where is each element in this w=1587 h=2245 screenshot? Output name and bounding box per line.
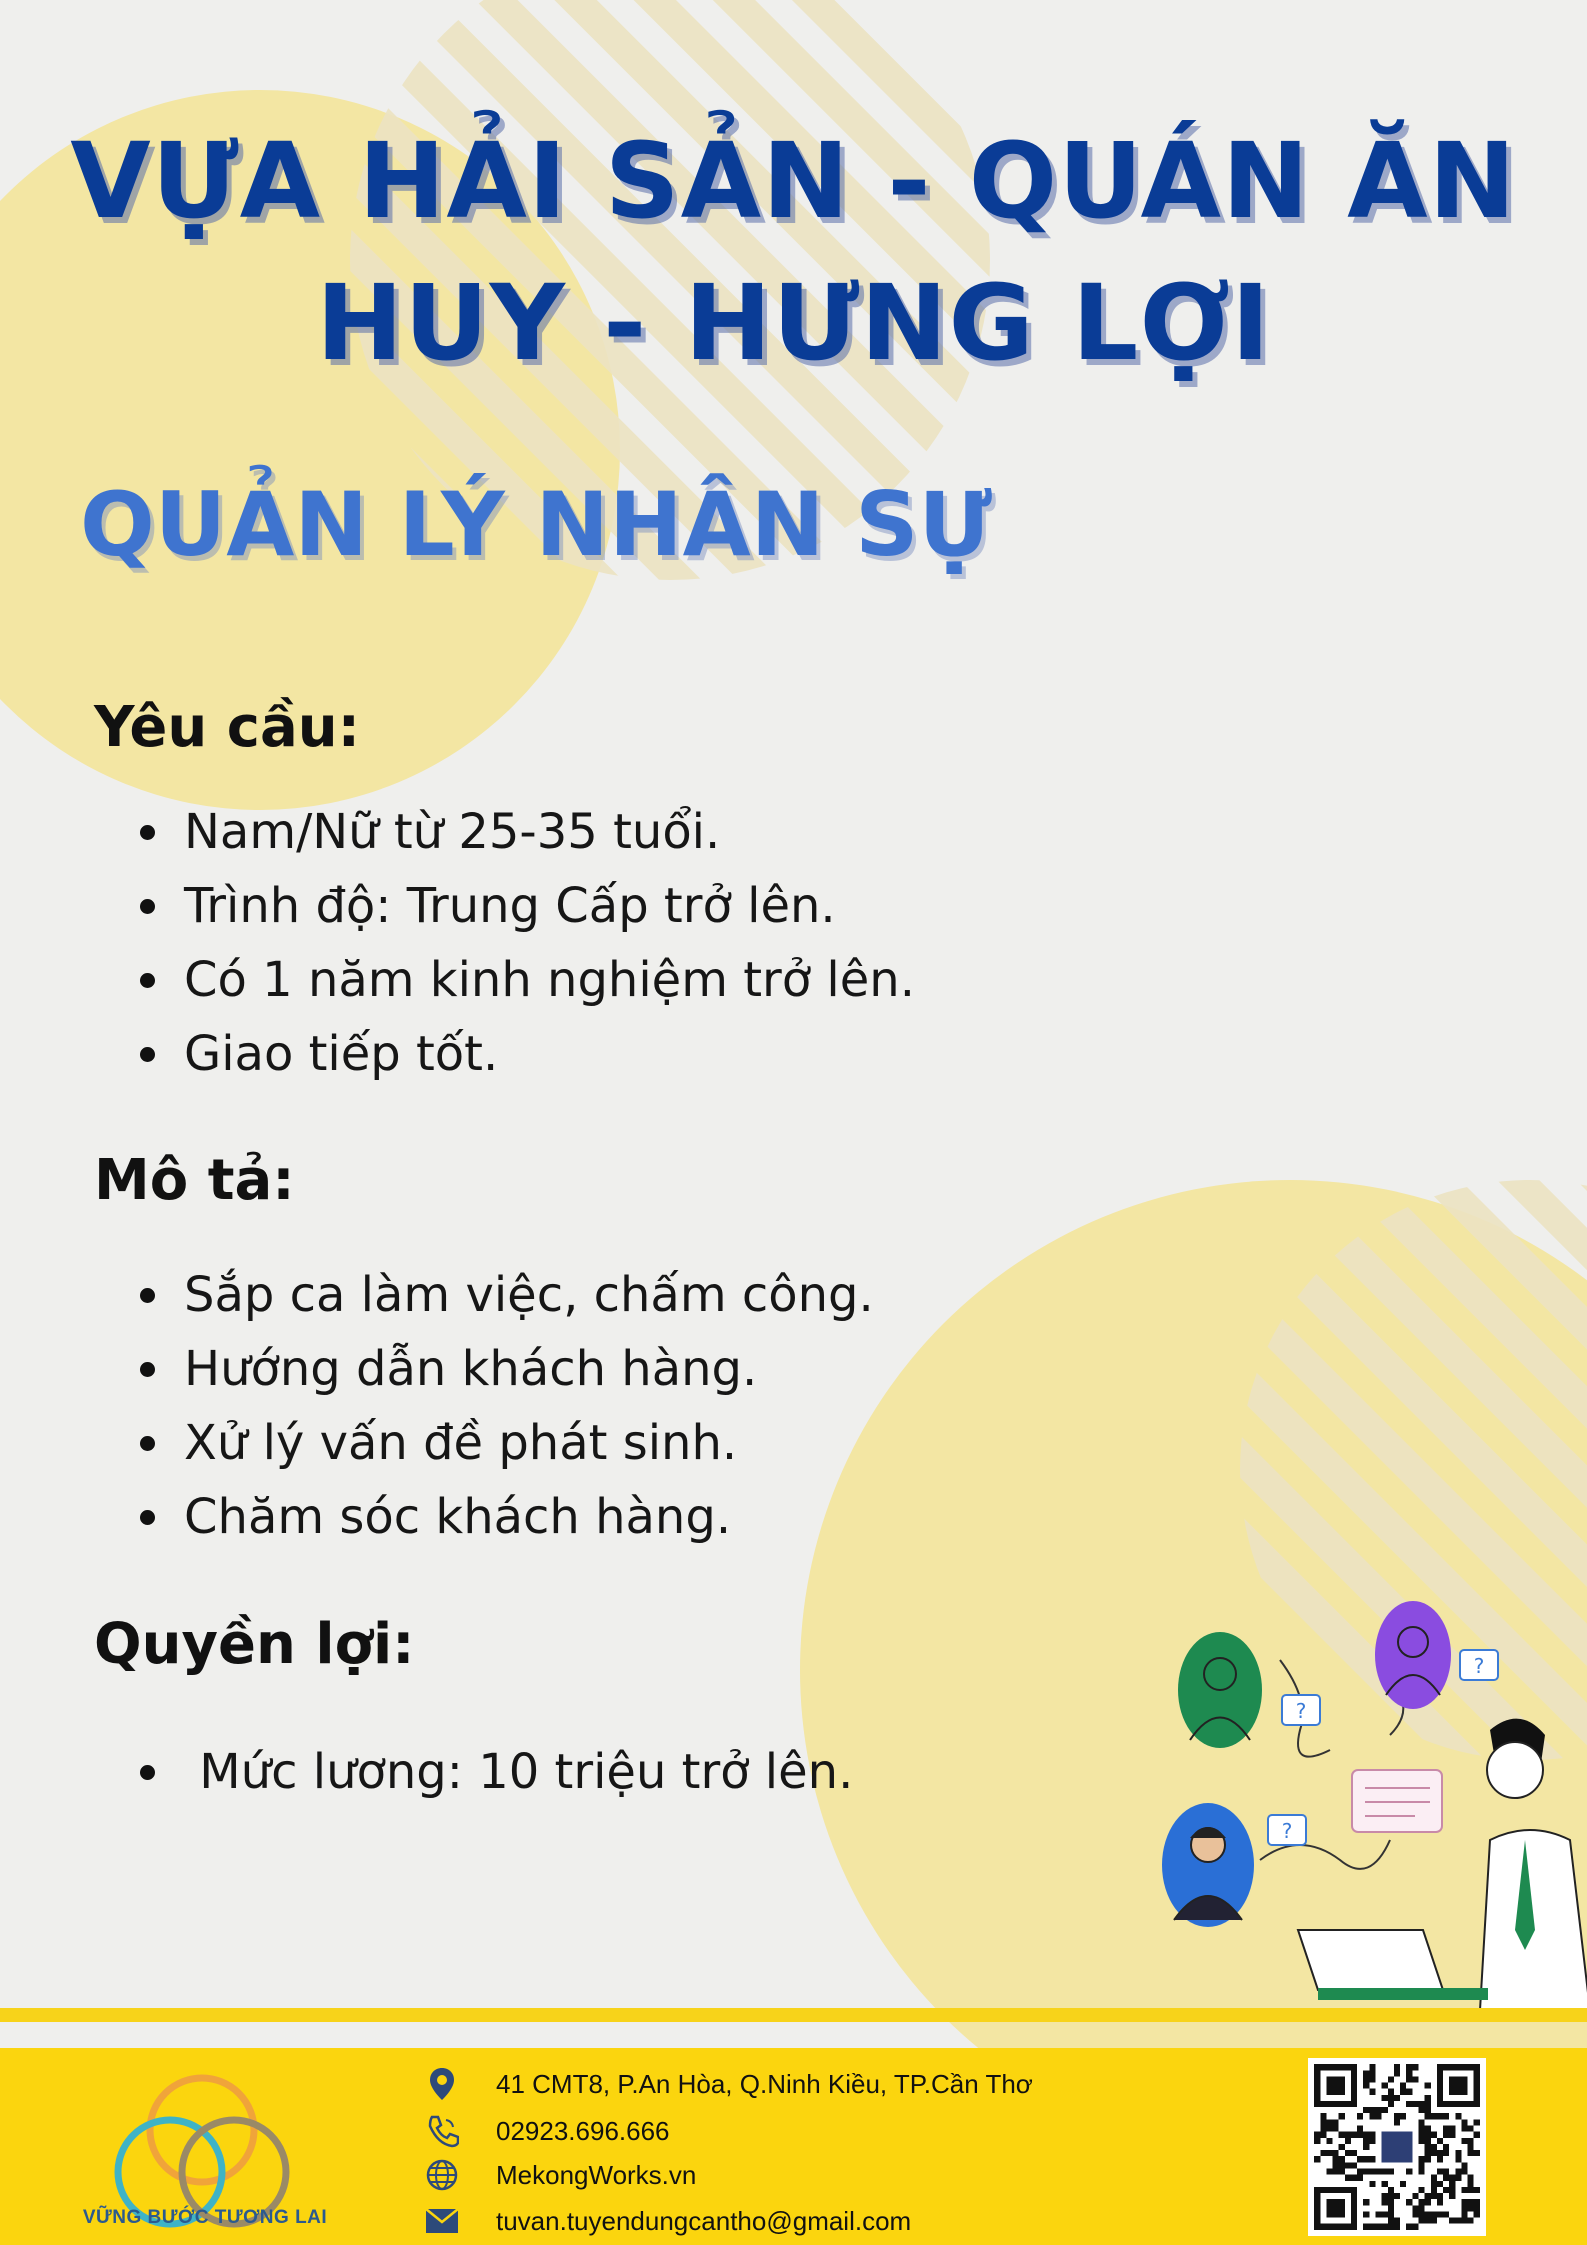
location-pin-icon — [420, 2063, 464, 2105]
svg-text:?: ? — [1473, 1654, 1485, 1678]
list-item — [140, 1480, 874, 1554]
message-bubble-icon — [1352, 1770, 1442, 1832]
list-item — [140, 1258, 874, 1332]
list-item — [140, 943, 915, 1017]
question-bubble-icon — [1282, 1695, 1320, 1725]
list-item — [140, 795, 915, 869]
address-text: 41 CMT8, P.An Hòa, Q.Ninh Kiều, TP.Cần Thơ — [496, 2068, 1033, 2099]
globe-icon — [420, 2154, 464, 2196]
email-row — [420, 2200, 911, 2242]
bullet-icon — [140, 825, 155, 840]
list-item — [140, 1017, 915, 1091]
requirements-heading: Yêu cầu: — [94, 695, 360, 760]
list-item — [140, 1332, 874, 1406]
list-item-text: Nam/Nữ từ 25-35 tuổi. — [184, 804, 721, 860]
job-position-title: QUẢN LÝ NHÂN SỰ — [80, 473, 992, 576]
website-link[interactable]: MekongWorks.vn — [496, 2159, 697, 2190]
list-item-text: Chăm sóc khách hàng. — [184, 1489, 732, 1545]
footer-accent-strip — [0, 2008, 1587, 2022]
people-chat-illustration — [1150, 1590, 1587, 2010]
address-row — [420, 2063, 1033, 2105]
list-item-text: Giao tiếp tốt. — [184, 1026, 499, 1082]
description-list — [140, 1258, 874, 1554]
list-item-text: Có 1 năm kinh nghiệm trở lên. — [184, 952, 915, 1008]
list-item-text: Sắp ca làm việc, chấm công. — [184, 1267, 874, 1323]
mail-icon — [420, 2200, 464, 2242]
company-title-line1: VỰA HẢI SẢN - QUÁN ĂN — [70, 120, 1517, 242]
benefits-heading: Quyền lợi: — [94, 1612, 415, 1677]
email-link[interactable]: tuvan.tuyendungcantho@gmail.com — [496, 2205, 912, 2236]
bullet-icon — [140, 1765, 155, 1780]
requirements-list — [140, 795, 915, 1091]
list-item — [140, 1406, 874, 1480]
company-title-line2: HUY - HƯNG LỢI — [316, 262, 1271, 384]
company-title — [0, 110, 1587, 394]
bullet-icon — [140, 1047, 155, 1062]
bullet-icon — [140, 1436, 155, 1451]
svg-text:?: ? — [1295, 1699, 1307, 1723]
qr-code — [1308, 2058, 1486, 2236]
bullet-icon — [140, 1362, 155, 1377]
list-item — [140, 869, 915, 943]
website-row — [420, 2154, 696, 2196]
logo-slogan: VỮNG BƯỚC TƯƠNG LAI — [82, 2207, 328, 2228]
bullet-icon — [140, 973, 155, 988]
bullet-icon — [140, 1288, 155, 1303]
bullet-icon — [140, 1510, 155, 1525]
question-bubble-icon — [1268, 1815, 1306, 1845]
list-item-text: Mức lương: 10 triệu trở lên. — [184, 1744, 854, 1800]
description-heading: Mô tả: — [94, 1148, 295, 1213]
list-item — [140, 1735, 853, 1809]
phone-row — [420, 2110, 670, 2152]
question-bubble-icon — [1460, 1650, 1498, 1680]
man-at-laptop — [1298, 1719, 1587, 2010]
list-item-text: Hướng dẫn khách hàng. — [184, 1341, 758, 1397]
phone-icon — [420, 2110, 464, 2152]
phone-text: 02923.696.666 — [496, 2115, 670, 2146]
svg-text:?: ? — [1281, 1819, 1293, 1843]
list-item-text: Trình độ: Trung Cấp trở lên. — [184, 878, 836, 934]
bullet-icon — [140, 899, 155, 914]
benefits-list — [140, 1735, 853, 1809]
list-item-text: Xử lý vấn đề phát sinh. — [184, 1415, 738, 1471]
